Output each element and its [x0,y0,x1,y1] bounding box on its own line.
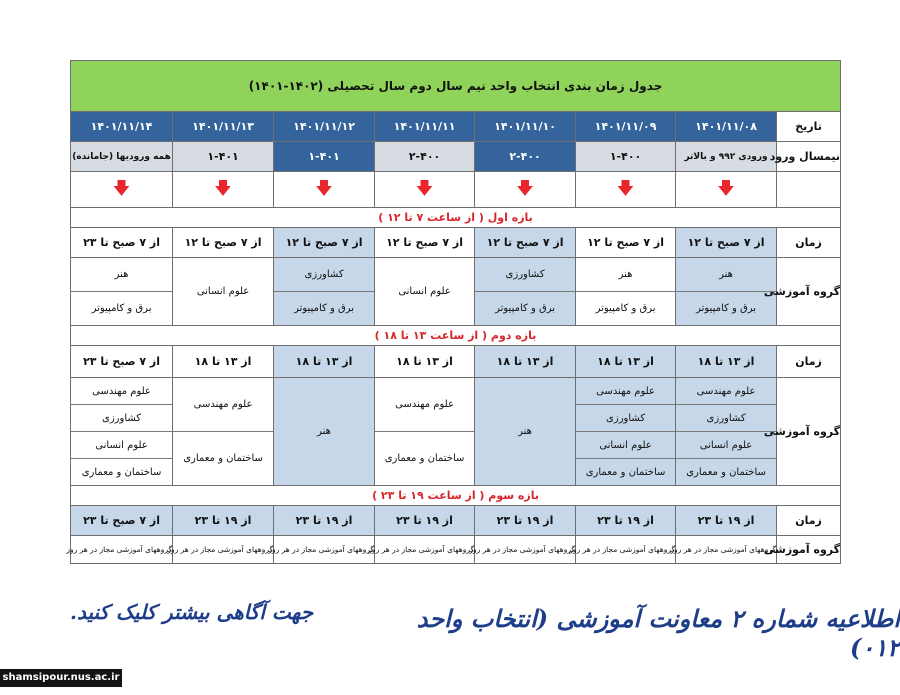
group-list [173,258,273,325]
row-label-group: گروه آموزشی [777,378,841,486]
time-cell: از ۱۳ تا ۱۸ [475,346,576,378]
group-list [576,258,675,325]
time-cell: از ۷ صبح تا ۱۲ [576,228,676,258]
group-cell [71,378,173,486]
row-label-time: زمان [777,346,841,378]
time-cell: از ۱۳ تا ۱۸ [274,346,375,378]
group-item: هنر [317,426,331,437]
time-cell: از ۷ صبح تا ۱۲ [173,228,274,258]
group-item: برق و کامپیوتر [676,291,776,325]
group-cell: گروههای آموزشی مجاز در هر روز [475,536,576,564]
arrow-row-spacer [777,172,841,208]
group-cell [375,258,475,326]
time-cell: از ۷ صبح تا ۲۳ [71,346,173,378]
band-period-2: بازه دوم ( از ساعت ۱۳ تا ۱۸ ) [71,326,841,346]
group-cell: گروههای آموزشی مجاز در هر روز [274,536,375,564]
date-cell: ۱۴۰۱/۱۱/۱۰ [475,112,576,142]
group-cell [274,378,375,486]
group-item: کشاورزی [576,404,675,431]
time-cell: از ۱۹ تا ۲۳ [173,506,274,536]
group-cell: گروههای آموزشی مجاز در هر روز [676,536,777,564]
site-watermark: shamsipour.nus.ac.ir [0,669,122,687]
group-list [676,378,776,485]
group-list [375,258,474,325]
time-cell: از ۷ صبح تا ۱۲ [676,228,777,258]
group-item: علوم انسانی [676,431,776,458]
group-item: ساختمان و معماری [676,458,776,485]
table-title: جدول زمان بندی انتخاب واحد نیم سال دوم سال تحصیلی (۱۴۰۲-۱۴۰۱) [71,61,841,112]
group-item: کشاورزی [304,269,344,280]
group-list [676,258,776,325]
group-item: ساختمان و معماری [71,458,172,485]
group-list [274,258,374,325]
time-cell: از ۷ صبح تا ۱۲ [475,228,576,258]
group-cell [676,258,777,326]
time-cell: از ۱۹ تا ۲۳ [676,506,777,536]
time-cell: از ۱۹ تا ۲۳ [274,506,375,536]
time-cell: از ۱۳ تا ۱۸ [576,346,676,378]
date-cell: ۱۴۰۱/۱۱/۱۴ [71,112,173,142]
group-cell [71,258,173,326]
group-item: علوم انسانی [196,286,250,297]
group-item: برق و کامپیوتر [71,291,172,325]
row-label-time: زمان [777,228,841,258]
down-arrow-icon: 🡇 [576,172,676,208]
down-arrow-icon: 🡇 [274,172,375,208]
group-list [71,258,172,325]
semester-cell: ۱-۴۰۱ [274,142,375,172]
group-list [71,378,172,485]
group-cell [475,378,576,486]
time-cell: از ۱۳ تا ۱۸ [173,346,274,378]
group-item: برق و کامپیوتر [576,291,675,325]
down-arrow-icon: 🡇 [71,172,173,208]
group-item: علوم مهندسی [395,399,454,410]
group-item: علوم مهندسی [193,399,253,410]
down-arrow-icon: 🡇 [173,172,274,208]
group-list [173,378,273,485]
group-item: ساختمان و معماری [375,431,474,485]
row-label-group: گروه آموزشی [777,536,841,564]
group-item: هنر [719,269,733,280]
date-cell: ۱۴۰۱/۱۱/۰۹ [576,112,676,142]
time-cell: از ۱۳ تا ۱۸ [676,346,777,378]
date-cell: ۱۴۰۱/۱۱/۱۳ [173,112,274,142]
group-list [274,378,374,485]
group-item: هنر [518,426,532,437]
group-item: کشاورزی [676,404,776,431]
group-item: هنر [618,269,633,280]
date-cell: ۱۴۰۱/۱۱/۱۲ [274,112,375,142]
group-cell [576,378,676,486]
down-arrow-icon: 🡇 [375,172,475,208]
band-period-3: بازه سوم ( از ساعت ۱۹ تا ۲۳ ) [71,486,841,506]
semester-cell: ۲-۴۰۰ [475,142,576,172]
group-cell [274,258,375,326]
row-label-semester: نیمسال ورود [777,142,841,172]
time-cell: از ۱۹ تا ۲۳ [576,506,676,536]
time-cell: از ۷ صبح تا ۱۲ [375,228,475,258]
group-item: ساختمان و معماری [576,458,675,485]
row-label-group: گروه آموزشی [777,258,841,326]
group-cell [375,378,475,486]
semester-cell: ورودی ۹۹۲ و بالاتر [676,142,777,172]
group-item: علوم مهندسی [696,385,756,397]
group-item: علوم انسانی [71,431,172,458]
group-list [475,258,575,325]
group-item: علوم انسانی [576,431,675,458]
time-cell: از ۱۳ تا ۱۸ [375,346,475,378]
time-cell: از ۷ صبح تا ۲۳ [71,228,173,258]
group-item: علوم انسانی [398,286,451,297]
group-item: ساختمان و معماری [173,431,273,485]
group-item: کشاورزی [505,269,545,280]
group-cell [173,378,274,486]
group-cell [173,258,274,326]
date-cell: ۱۴۰۱/۱۱/۱۱ [375,112,475,142]
semester-cell: ۱-۴۰۱ [173,142,274,172]
group-list [475,378,575,485]
time-cell: از ۷ صبح تا ۱۲ [274,228,375,258]
group-cell: گروههای آموزشی مجاز در هر روز [173,536,274,564]
group-list [576,378,675,485]
schedule-table [66,60,841,564]
group-cell [676,378,777,486]
row-label-time: زمان [777,506,841,536]
group-item: علوم مهندسی [92,385,151,397]
announcement-title: اطلاعیه شماره ۲ معاونت آموزشی (انتخاب واحد ۰۱۲) [416,604,900,662]
semester-cell: ۱-۴۰۰ [576,142,676,172]
group-cell: گروههای آموزشی مجاز در هر روز [71,536,173,564]
down-arrow-icon: 🡇 [475,172,576,208]
semester-cell: همه ورودیها (جامانده) [71,142,173,172]
group-item: برق و کامپیوتر [475,291,575,325]
date-cell: ۱۴۰۱/۱۱/۰۸ [676,112,777,142]
semester-cell: ۲-۴۰۰ [375,142,475,172]
group-cell: گروههای آموزشی مجاز در هر روز [375,536,475,564]
group-cell: گروههای آموزشی مجاز در هر روز [576,536,676,564]
group-list [375,378,474,485]
more-info-link[interactable]: جهت آگاهی بیشتر کلیک کنید. [70,600,314,624]
time-cell: از ۱۹ تا ۲۳ [475,506,576,536]
group-item: هنر [114,269,129,280]
time-cell: از ۱۹ تا ۲۳ [375,506,475,536]
group-cell [475,258,576,326]
band-period-1: بازه اول ( از ساعت ۷ تا ۱۲ ) [71,208,841,228]
time-cell: از ۷ صبح تا ۲۳ [71,506,173,536]
row-label-date: تاریخ [777,112,841,142]
group-item: کشاورزی [71,404,172,431]
group-cell [576,258,676,326]
group-item: علوم مهندسی [596,385,655,397]
down-arrow-icon: 🡇 [676,172,777,208]
group-item: برق و کامپیوتر [274,291,374,325]
